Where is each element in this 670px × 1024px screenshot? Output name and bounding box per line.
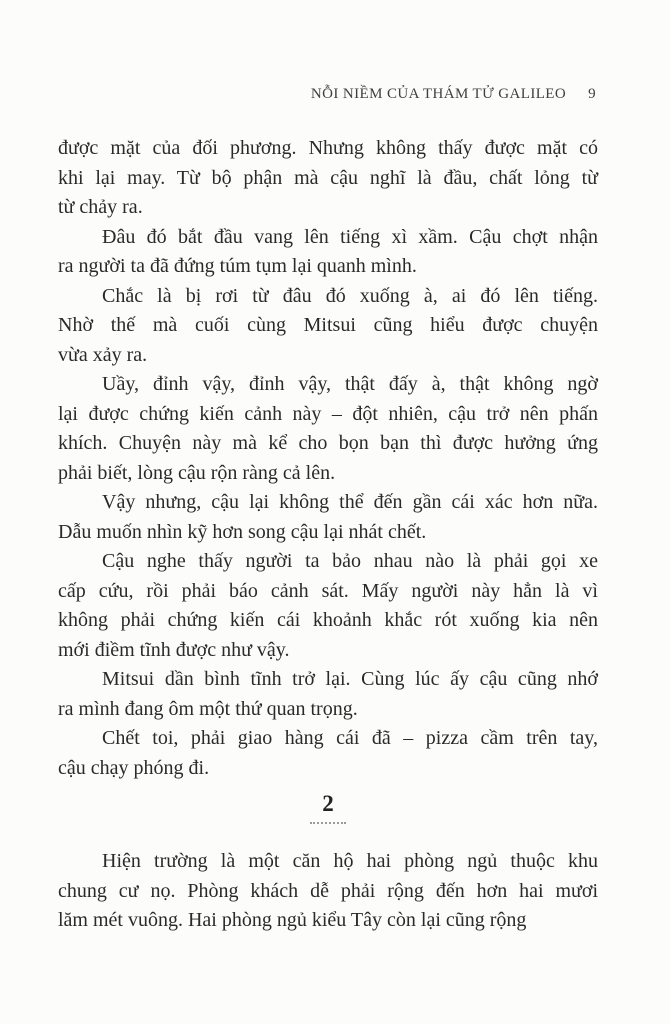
paragraph: [58, 282, 598, 371]
text-line: cấp cứu, rồi phải báo cảnh sát. Mấy người này hẳn là vì: [58, 579, 598, 602]
text-line: từ chảy ra.: [58, 196, 143, 218]
text-line: vừa xảy ra.: [58, 343, 148, 366]
paragraph: [58, 547, 598, 665]
text-line: lại được chứng kiến cảnh này – đột nhiên, cậu trở nên phấn: [58, 402, 598, 425]
page-body: [58, 134, 598, 936]
text-line: không phải chứng kiến cái khoảnh khắc rót xuống kia nên: [58, 609, 598, 631]
text-line: Chắc là bị rơi từ đâu đó xuống à, ai đó lên tiếng.: [102, 284, 598, 307]
running-header-title: NỖI NIỀM CỦA THÁM TỬ GALILEO: [310, 86, 567, 102]
page-number: 9: [588, 86, 596, 102]
text-line: Hiện trường là một căn hộ hai phòng ngủ thuộc khu: [102, 850, 598, 872]
text-line: Đâu đó bắt đầu vang lên tiếng xì xầm. Cậu chợt nhận: [102, 225, 598, 248]
text-line: cậu chạy phóng đi.: [58, 756, 210, 779]
text-line: Chết toi, phải giao hàng cái đã – pizza cầm trên tay,: [102, 727, 598, 749]
text-line: lăm mét vuông. Hai phòng ngủ kiểu Tây còn lại cũng rộng: [58, 909, 527, 931]
text-line: Vậy nhưng, cậu lại không thể đến gần cái xác hơn nữa.: [102, 491, 598, 513]
paragraph: [58, 847, 598, 936]
paragraph: [58, 665, 598, 724]
section-rule: [310, 822, 346, 824]
text-line: được mặt của đối phương. Nhưng không thấy được mặt có: [58, 137, 598, 159]
paragraph: [58, 724, 598, 783]
text-line: khi lại may. Từ bộ phận mà cậu nghĩ là đầu, chất lỏng từ: [58, 166, 598, 189]
section-heading: [58, 790, 598, 824]
text-line: Mitsui dần bình tĩnh trở lại. Cùng lúc ấy cậu cũng nhớ: [102, 668, 598, 690]
paragraph: [58, 223, 598, 282]
text-line: Dẫu muốn nhìn kỹ hơn song cậu lại nhát chết.: [58, 520, 427, 543]
text-line: chung cư nọ. Phòng khách dễ phải rộng đến hơn hai mươi: [58, 879, 598, 902]
text-line: ra người ta đã đứng túm tụm lại quanh mình.: [58, 255, 417, 277]
section-number: 2: [322, 791, 334, 816]
text-line: Nhờ thế mà cuối cùng Mitsui cũng hiểu được chuyện: [58, 314, 598, 336]
text-line: Cậu nghe thấy người ta bảo nhau nào là phải gọi xe: [102, 550, 598, 572]
paragraph: [58, 488, 598, 547]
text-line: khích. Chuyện này mà kể cho bọn bạn thì được hưởng ứng: [58, 432, 598, 454]
paragraph: [58, 370, 598, 488]
paragraph: [58, 134, 598, 223]
text-line: phải biết, lòng cậu rộn ràng cả lên.: [58, 461, 336, 484]
running-header: [58, 86, 596, 103]
text-line: Uầy, đỉnh vậy, đỉnh vậy, thật đấy à, thật không ngờ: [102, 373, 598, 395]
text-line: ra mình đang ôm một thứ quan trọng.: [58, 697, 358, 720]
text-line: mới điềm tĩnh được như vậy.: [58, 638, 290, 661]
